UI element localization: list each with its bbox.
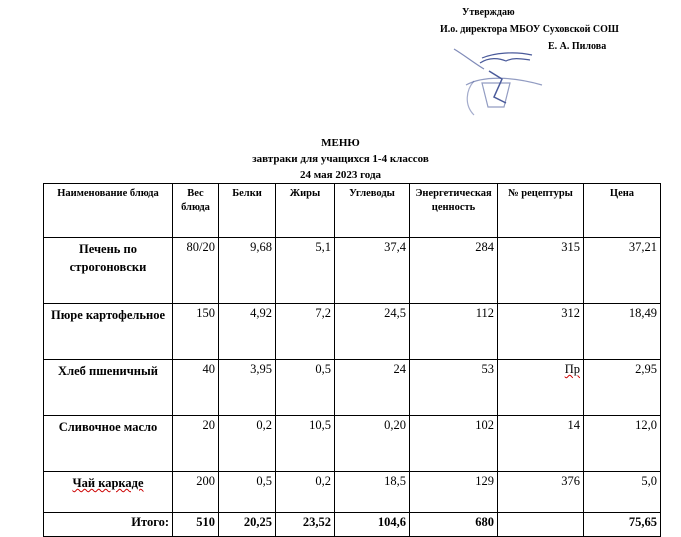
dish-fat: 0,2 (276, 472, 335, 513)
header-carbs: Углеводы (335, 184, 410, 238)
total-energy: 680 (410, 513, 498, 537)
dish-carbs: 24,5 (335, 304, 410, 360)
table-row (44, 238, 661, 304)
dish-protein: 4,92 (219, 304, 276, 360)
approval-position: И.о. директора МБОУ Суховской СОШ (440, 24, 619, 35)
menu-subtitle: завтраки для учащихся 1-4 классов (252, 153, 429, 165)
approval-name: Е. А. Пилова (548, 41, 607, 52)
dish-price: 12,0 (584, 416, 661, 472)
dish-name (44, 472, 173, 513)
menu-date: 24 мая 2023 года (299, 169, 382, 181)
header-weight: Вес блюда (173, 184, 219, 238)
table-row (44, 304, 661, 360)
dish-energy: 129 (410, 472, 498, 513)
dish-price: 2,95 (584, 360, 661, 416)
dish-name: Пюре картофельное (44, 304, 173, 360)
total-weight: 510 (173, 513, 219, 537)
dish-recipe: 14 (498, 416, 584, 472)
header-recipe: № рецептуры (498, 184, 584, 238)
dish-price: 37,21 (584, 238, 661, 304)
dish-carbs: 18,5 (335, 472, 410, 513)
total-fat: 23,52 (276, 513, 335, 537)
dish-weight: 20 (173, 416, 219, 472)
dish-carbs: 24 (335, 360, 410, 416)
total-recipe (498, 513, 584, 537)
table-row (44, 416, 661, 472)
dish-fat: 5,1 (276, 238, 335, 304)
total-price: 75,65 (584, 513, 661, 537)
total-carbs: 104,6 (335, 513, 410, 537)
dish-energy: 112 (410, 304, 498, 360)
dish-protein: 0,2 (219, 416, 276, 472)
dish-energy: 102 (410, 416, 498, 472)
approval-title: Утверждаю (462, 7, 515, 18)
header-price: Цена (584, 184, 661, 238)
total-protein: 20,25 (219, 513, 276, 537)
dish-carbs: 0,20 (335, 416, 410, 472)
dish-recipe: 312 (498, 304, 584, 360)
dish-fat: 7,2 (276, 304, 335, 360)
dish-weight: 200 (173, 472, 219, 513)
dish-weight: 40 (173, 360, 219, 416)
dish-recipe: 376 (498, 472, 584, 513)
dish-fat: 10,5 (276, 416, 335, 472)
dish-name: Хлеб пшеничный (44, 360, 173, 416)
total-row (44, 513, 661, 537)
header-fat: Жиры (276, 184, 335, 238)
dish-recipe (498, 360, 584, 416)
stamp-icon (444, 15, 548, 119)
dish-weight: 150 (173, 304, 219, 360)
dish-protein: 3,95 (219, 360, 276, 416)
dish-energy: 284 (410, 238, 498, 304)
dish-recipe: 315 (498, 238, 584, 304)
dish-price: 5,0 (584, 472, 661, 513)
menu-title: МЕНЮ (321, 137, 360, 149)
table-header-row (44, 184, 661, 238)
dish-protein: 0,5 (219, 472, 276, 513)
dish-price: 18,49 (584, 304, 661, 360)
dish-recipe-value: Пр (564, 362, 580, 376)
dish-fat: 0,5 (276, 360, 335, 416)
dish-energy: 53 (410, 360, 498, 416)
table-row (44, 472, 661, 513)
header-name: Наименование блюда (44, 184, 173, 238)
table-row (44, 360, 661, 416)
dish-carbs: 37,4 (335, 238, 410, 304)
menu-table (43, 183, 661, 537)
dish-name: Печень по строгоновски (44, 238, 173, 304)
dish-name: Сливочное масло (44, 416, 173, 472)
header-energy: Энергетическая ценность (410, 184, 498, 238)
total-label: Итого: (44, 513, 173, 537)
dish-protein: 9,68 (219, 238, 276, 304)
dish-weight: 80/20 (173, 238, 219, 304)
header-protein: Белки (219, 184, 276, 238)
dish-name-text: Чай каркаде (72, 476, 144, 490)
